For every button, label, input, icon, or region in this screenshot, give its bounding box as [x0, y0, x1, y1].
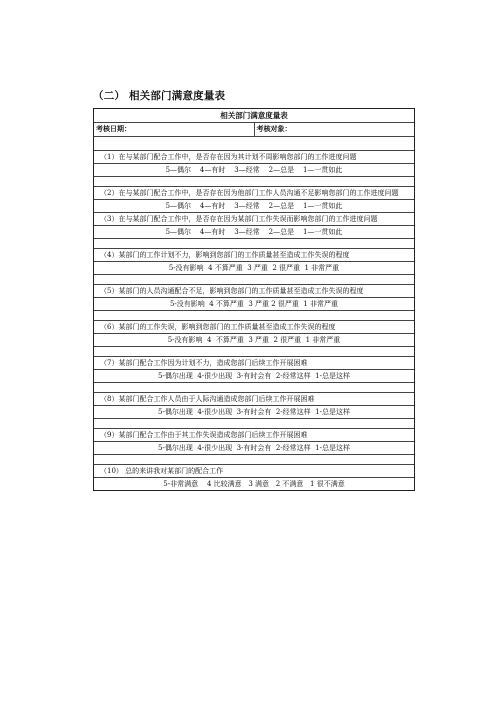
blank-row	[94, 383, 414, 393]
question-4: （4）某部门的工作计划不力，影响到您部门的工作质量甚至造成工作失误的程度	[94, 249, 414, 262]
question-6: （6）某部门的工作失误，影响到您部门的工作质量甚至造成工作失误的程度	[94, 321, 414, 334]
options-7: 5-偶尔出现 4-很少出现 3-有时会有 2-经常这样 1-总是这样	[94, 370, 414, 383]
blank-row	[94, 177, 414, 187]
options-3: 5—偶尔 4—有时 3—经常 2—总是 1—一贯如此	[94, 226, 414, 239]
options-2: 5—偶尔 4—有时 3—经常 2—总是 1—一贯如此	[94, 200, 414, 213]
section-heading: （二） 相关部门满意度量表	[93, 90, 226, 102]
question-1: （1）在与某部门配合工作中，是否存在因为其计划不周影响您部门的工作进度问题	[94, 151, 414, 164]
question-5: （5）某部门的人员沟通配合不足，影响到您部门的工作质量甚至造成工作失误的程度	[94, 285, 414, 298]
question-2: （2）在与某部门配合工作中，是否存在因为他部门工作人员沟通不足影响您部门的工作进度问题	[94, 187, 414, 200]
options-10: 5-非常满意 4 比较满意 3 满意 2 不满意 1 很不满意	[163, 480, 345, 488]
meta-row	[94, 123, 414, 137]
question-3: （3）在与某部门配合工作中，是否存在因为某部门工作失误而影响您部门的工作进度问题	[94, 213, 414, 226]
options-5: 5-没有影响 4 不算严重 3 严重 2 很严重 1 非常严重	[94, 298, 414, 311]
blank-row	[94, 347, 414, 357]
blank-row	[94, 419, 414, 429]
question-9: （9）某部门配合工作由于其工作失误造成您部门后续工作开展困难	[94, 429, 414, 442]
date-label: 考核日期：	[94, 123, 255, 136]
options-8: 5-偶尔出现 4-很少出现 3-有时会有 2-经常这样 1-总是这样	[94, 406, 414, 419]
satisfaction-table	[93, 108, 415, 491]
blank-row	[94, 137, 414, 151]
question-10: （10） 总的来讲我对某部门的配合工作	[94, 465, 414, 478]
blank-row	[94, 455, 414, 465]
target-label: 考核对象：	[256, 125, 292, 133]
table-title: 相关部门满意度量表	[94, 109, 414, 123]
blank-row	[94, 311, 414, 321]
question-8: （8）某部门配合工作人员由于人际沟通造成您部门后续工作开展困难	[94, 393, 414, 406]
options-6: 5-没有影响 4 不算严重 3 严重 2 很严重 1 非常严重	[94, 334, 414, 347]
blank-row	[94, 239, 414, 249]
blank-row	[94, 275, 414, 285]
question-7: （7）某部门配合工作因为计划不力，造成您部门后续工作开展困难	[94, 357, 414, 370]
options-1: 5—偶尔 4—有时 3—经常 2—总是 1—一贯如此	[94, 164, 414, 177]
options-4: 5-没有影响 4 不算严重 3 严重 2 很严重 1 非常严重	[94, 262, 414, 275]
options-9: 5-偶尔出现 4-很少出现 3-有时会有 2-经常这样 1-总是这样	[94, 442, 414, 455]
